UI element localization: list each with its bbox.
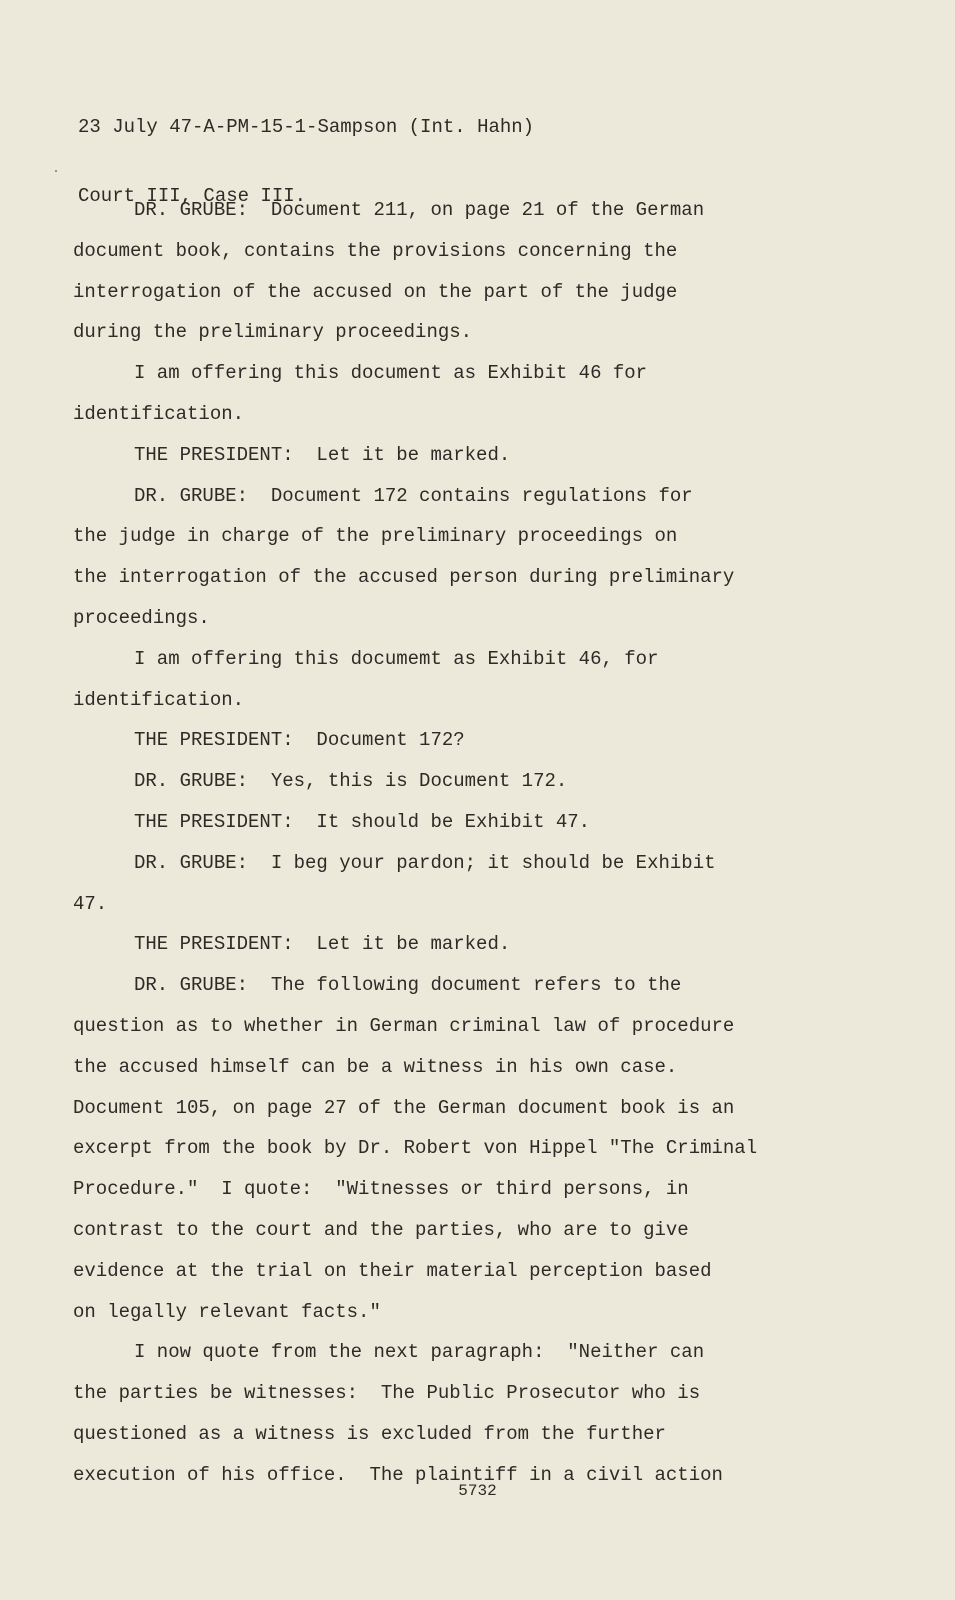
text-line: I am offering this documemt as Exhibit 46, for: [134, 647, 659, 670]
paragraph: [73, 965, 933, 1332]
text-line: questioned as a witness is excluded from the further: [73, 1422, 666, 1445]
text-line: DR. GRUBE: The following document refers to the: [134, 974, 682, 997]
text-line: question as to whether in German criminal law of procedure: [73, 1014, 735, 1037]
text-line: I now quote from the next paragraph: "Neither can: [134, 1341, 705, 1364]
paragraph: [73, 476, 933, 639]
text-line: document book, contains the provisions concerning the: [73, 239, 678, 262]
paragraph: [73, 843, 933, 925]
text-line: THE PRESIDENT: It should be Exhibit 47.: [134, 810, 591, 833]
text-line: proceedings.: [73, 606, 210, 629]
text-line: THE PRESIDENT: Let it be marked.: [134, 443, 511, 466]
text-line: Procedure." I quote: "Witnesses or third persons, in: [73, 1178, 689, 1201]
paragraph: [73, 802, 933, 843]
text-line: contrast to the court and the parties, who are to give: [73, 1218, 689, 1241]
text-line: 47.: [73, 892, 108, 915]
text-line: Document 105, on page 27 of the German document book is an: [73, 1096, 735, 1119]
text-line: excerpt from the book by Dr. Robert von Hippel "The Criminal: [73, 1137, 758, 1160]
paragraph: [73, 761, 933, 802]
text-line: on legally relevant facts.": [73, 1300, 381, 1323]
text-line: THE PRESIDENT: Let it be marked.: [134, 933, 511, 956]
paragraph: [73, 190, 933, 353]
text-line: interrogation of the accused on the part of the judge: [73, 280, 678, 303]
paragraph: [73, 353, 933, 435]
paragraph: [73, 639, 933, 721]
text-line: during the preliminary proceedings.: [73, 321, 473, 344]
text-line: DR. GRUBE: Document 172 contains regulations for: [134, 484, 693, 507]
text-line: DR. GRUBE: Yes, this is Document 172.: [134, 770, 568, 793]
paragraph: [73, 435, 933, 476]
text-line: the interrogation of the accused person during preliminary: [73, 566, 735, 589]
scan-speck: [55, 170, 57, 172]
text-line: identification.: [73, 688, 245, 711]
paragraph: [73, 720, 933, 761]
text-line: execution of his office. The plaintiff in a civil action: [73, 1463, 723, 1486]
text-line: DR. GRUBE: I beg your pardon; it should be Exhibit: [134, 851, 716, 874]
text-line: the accused himself can be a witness in his own case.: [73, 1055, 678, 1078]
text-line: the parties be witnesses: The Public Prosecutor who is: [73, 1382, 701, 1405]
text-line: the judge in charge of the preliminary proceedings on: [73, 525, 678, 548]
text-line: identification.: [73, 402, 245, 425]
text-line: evidence at the trial on their material perception based: [73, 1259, 712, 1282]
text-line: DR. GRUBE: Document 211, on page 21 of the German: [134, 199, 705, 221]
transcript-body: [73, 190, 933, 1496]
header-court-line: Court III, Case III.: [78, 185, 307, 207]
text-line: THE PRESIDENT: Document 172?: [134, 729, 465, 752]
paragraph: [73, 924, 933, 965]
page-number: 5732: [458, 1482, 497, 1500]
header-date-line: 23 July 47-A-PM-15-1-Sampson (Int. Hahn): [78, 116, 535, 138]
text-line: I am offering this document as Exhibit 46 for: [134, 362, 648, 385]
paragraph: [73, 1332, 933, 1495]
